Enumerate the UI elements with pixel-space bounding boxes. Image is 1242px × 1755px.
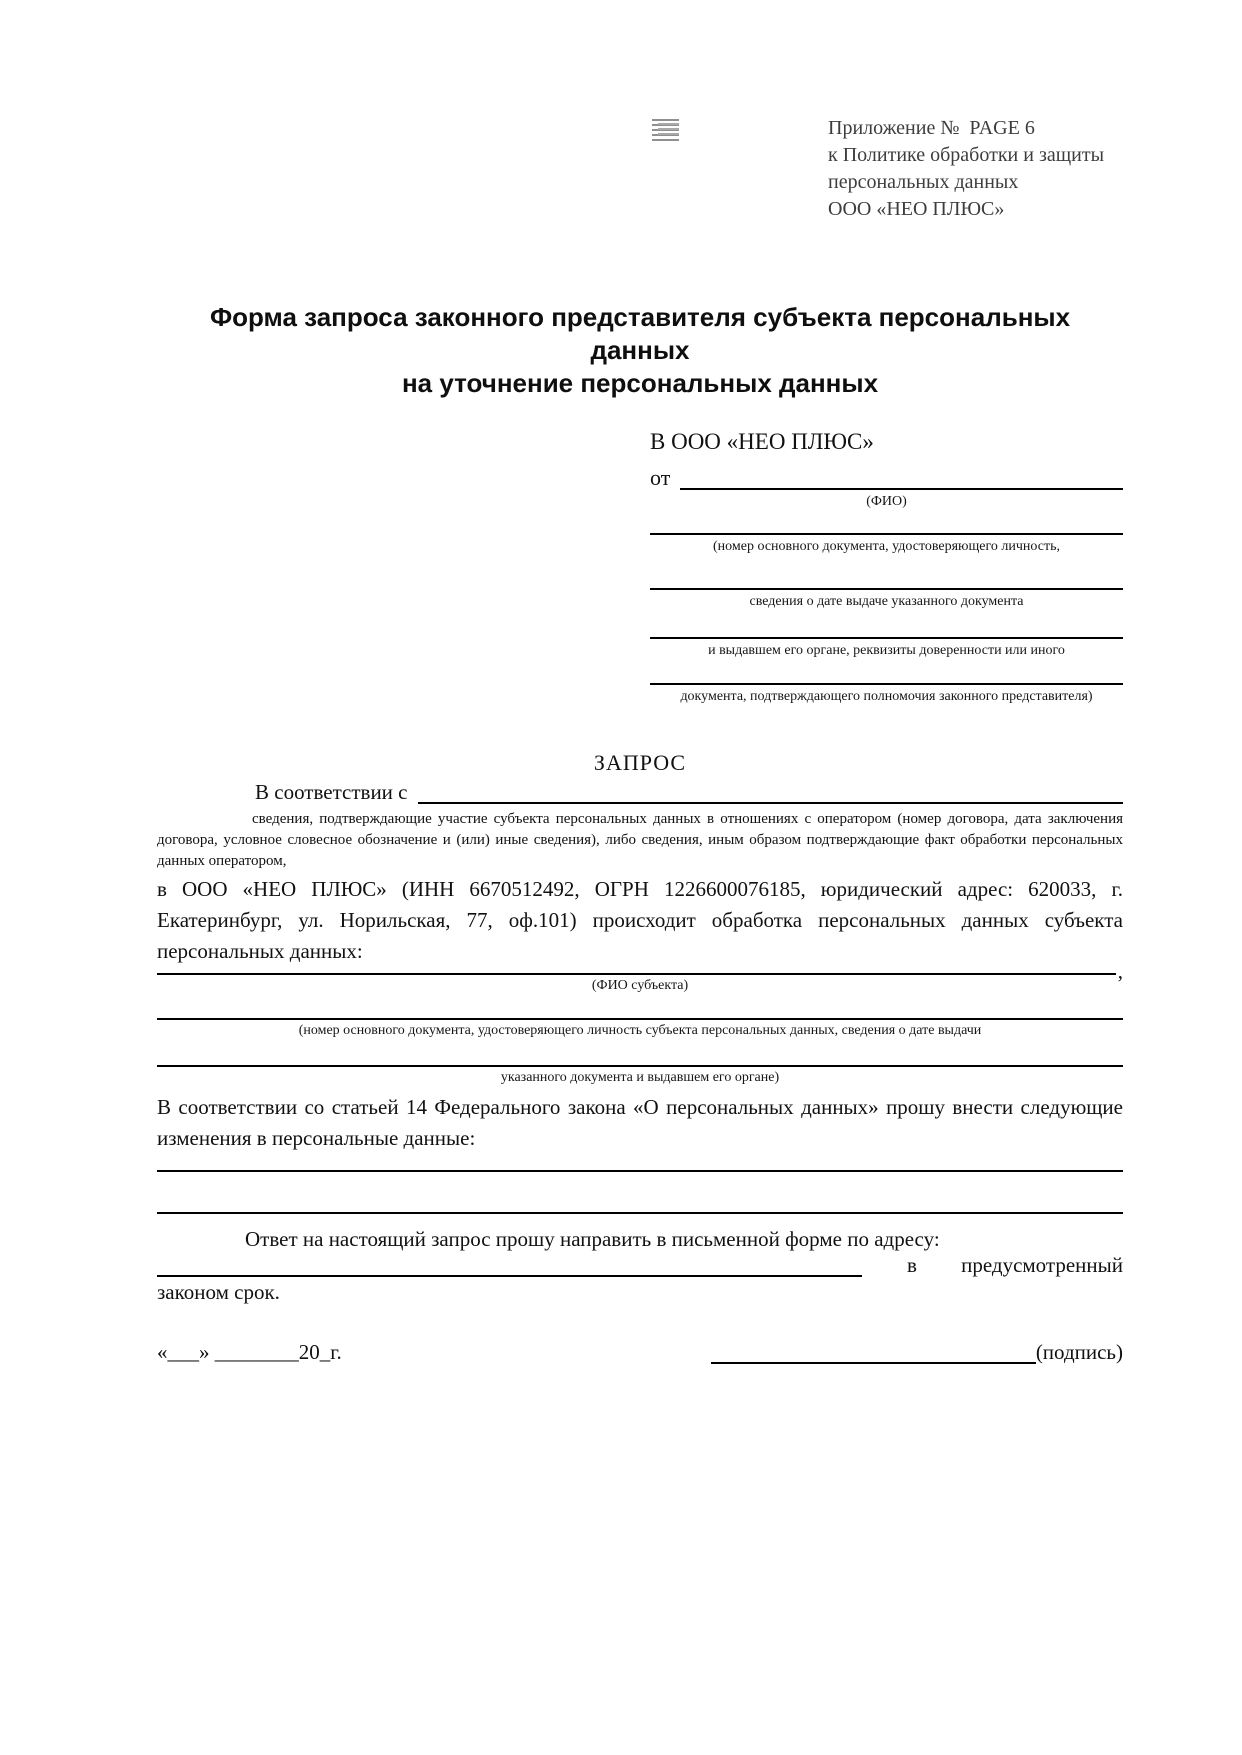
reply-address-paragraph: Ответ на настоящий запрос прошу направить в письменной форме по адресу: (245, 1227, 940, 1251)
representative-doc-caption-4: документа, подтверждающего полномочия законного представителя) (680, 689, 1093, 704)
reply-address-row (157, 1255, 1123, 1277)
date-signature-row (157, 1338, 1123, 1364)
representative-doc-blank-2[interactable] (650, 555, 1123, 590)
subject-fio-caption: (ФИО субъекта) (591, 978, 689, 993)
reply-word-v: в (907, 1253, 917, 1277)
amendments-paragraph: В соответствии со статьей 14 Федерального закона «О персональных данных» прошу внести следующие изменения в персональные данные: (157, 1095, 1123, 1150)
form-title (157, 301, 1123, 400)
subject-doc-blank-1[interactable] (157, 994, 1123, 1020)
date-placeholder: «___» ________20_г. (157, 1340, 342, 1364)
basis-label: В соответствии с (255, 780, 408, 804)
subject-doc-caption-1: (номер основного документа, удостоверяющего личность субъекта персональных данных, сведения о дате выдачи (298, 1023, 982, 1038)
addressee-organization: В ООО «НЕО ПЛЮС» (650, 429, 874, 454)
subject-fio-blank[interactable] (157, 967, 1116, 975)
representative-doc-caption-2: сведения о дате выдаче указанного документа (749, 594, 1024, 609)
addressee-block (650, 428, 1123, 705)
signature-caption: (подпись) (1035, 1340, 1123, 1364)
trailing-comma: , (1117, 959, 1123, 983)
basis-fine-print: сведения, подтверждающие участие субъекта персональных данных в отношениях с оператором (номер договора, дата заключения договора, условное словесное обозначение и (или) иные сведения), либо сведения, иным образом подтверждающие факт обработки персональных данных оператором, (157, 811, 1123, 869)
request-heading: ЗАПРОС (593, 750, 687, 775)
amendments-blank-1[interactable] (157, 1154, 1123, 1172)
appendix-policy-line: к Политике обработки и защиты (828, 144, 1105, 166)
form-title-line2: на уточнение персональных данных (401, 368, 879, 398)
reply-word-term: предусмотренный (961, 1253, 1123, 1277)
signature-blank[interactable] (711, 1340, 1036, 1364)
subject-doc-caption-2: указанного документа и выдавшем его органе) (500, 1070, 780, 1085)
amendments-blank-2[interactable] (157, 1172, 1123, 1214)
representative-doc-blank-3[interactable] (650, 610, 1123, 639)
subject-fio-row (157, 959, 1123, 983)
representative-doc-caption-1: (номер основного документа, удостоверяющего личность, (713, 539, 1060, 554)
basis-blank[interactable] (418, 778, 1124, 804)
operator-paragraph: в ООО «НЕО ПЛЮС» (ИНН 6670512492, ОГРН 1226600076185, юридический адрес: 620033, г. Екатеринбург, ул. Норильская, 77, оф.101) происходит обработка персональных данных субъекта персональных данных: (157, 877, 1123, 963)
from-row (650, 458, 1123, 490)
closing-text: законом срок. (157, 1280, 280, 1304)
appendix-policy-line2: персональных данных (828, 171, 1019, 193)
appendix-org-line: ООО «НЕО ПЛЮС» (828, 198, 1005, 220)
signature-group (711, 1340, 1123, 1364)
basis-row (157, 778, 1123, 804)
reply-address-blank[interactable] (157, 1255, 862, 1277)
subject-doc-blank-2[interactable] (157, 1039, 1123, 1067)
representative-doc-blank-1[interactable] (650, 510, 1123, 535)
representative-doc-blank-4[interactable] (650, 659, 1123, 685)
formatting-marks-icon (652, 119, 679, 142)
representative-fio-blank[interactable] (680, 458, 1123, 490)
from-label: от (650, 465, 671, 490)
appendix-number-line: Приложение № PAGE 6 (828, 117, 1035, 139)
representative-fio-caption: (ФИО) (866, 494, 907, 509)
appendix-header (828, 115, 1123, 223)
representative-doc-caption-3: и выдавшем его органе, реквизиты доверенности или иного (708, 643, 1065, 658)
form-title-line1: Форма запроса законного представителя субъекта персональных данных (209, 302, 1071, 365)
